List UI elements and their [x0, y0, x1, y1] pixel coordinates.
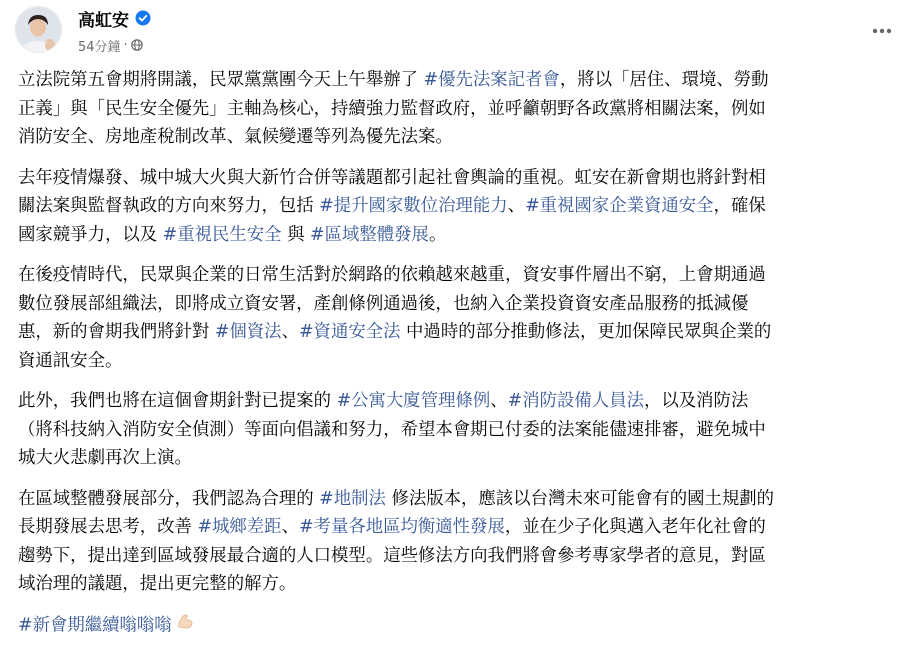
text: 、: [281, 322, 299, 342]
more-options-button[interactable]: [864, 10, 900, 46]
hashtag-link[interactable]: #消防設備人員法: [507, 391, 644, 411]
hashtag-link[interactable]: #重視國家企業資通安全: [525, 196, 714, 216]
more-dots-icon: [872, 19, 892, 38]
text: 、: [281, 517, 299, 537]
hashtag-link[interactable]: #優先法案記者會: [423, 70, 560, 90]
text: 在區域整體發展部分，我們認為合理的: [18, 488, 320, 509]
text: ，以及消防法 （將科技納入消防安全偵測）等面向倡議和努力，希望本會期已付委的法案能儘速排審，避免城中 城大火悲劇再次上演。: [18, 391, 766, 468]
hashtag-link[interactable]: #公寓大廈管理條例: [336, 391, 491, 411]
text: 中過時的部分推動修法，更加保障民眾與企業的 資通訊安全。: [18, 322, 772, 371]
post-paragraph-5: [18, 485, 898, 599]
verified-badge-icon: [135, 10, 151, 26]
text: 、: [507, 196, 526, 216]
post-paragraph-1: [18, 66, 898, 152]
author-photo: [16, 7, 61, 52]
hashtag-link[interactable]: #城鄉差距: [197, 517, 282, 537]
hashtag-link[interactable]: #個資法: [214, 322, 282, 342]
author-header: [78, 6, 151, 30]
text: 在後疫情時代，民眾與企業的日常生活對於網路的依賴越來越重，資安事件層出不窮，上會期通過 數位發展部組織法，即將成立資安署，產創條例通過後，也納入企業投資資安產品服務的抵減優 惠，新的會期我們將針對: [18, 265, 766, 342]
post-body: [18, 66, 898, 651]
text: ，確保 國家競爭力，以及: [18, 196, 766, 245]
text: 與: [281, 224, 311, 245]
hashtag-link[interactable]: #重視民生安全: [162, 224, 282, 245]
post-paragraph-6: [18, 611, 898, 640]
hashtag-link[interactable]: #新會期繼續嗡嗡嗡: [18, 614, 172, 635]
text: 此外，我們也將在這個會期針對已提案的: [18, 391, 337, 411]
text: ，並在少子化與邁入老年化社會的 趨勢下，提出達到區域發展最合適的人口模型。這些修法方向我們將會參考專家學者的意見，對區 域治理的議題，提出更完整的解方。: [18, 517, 766, 594]
hashtag-link[interactable]: #資通安全法: [298, 322, 401, 342]
hashtag-link[interactable]: #考量各地區均衡適性發展: [298, 517, 505, 537]
hashtag-link[interactable]: #提升國家數位治理能力: [319, 196, 508, 216]
post-paragraph-3: [18, 261, 898, 375]
text: 修法版本，應該以台灣未來可能會有的國土規劃的 長期發展去思考，改善: [18, 488, 775, 537]
text: 、: [490, 391, 508, 411]
flexed-biceps-icon: [176, 611, 194, 640]
text: 去年疫情爆發、城中城大火與大新竹合併等議題都引起社會輿論的重視。虹安在新會期也將針對相 關法案與監督執政的方向來努力，包括: [18, 167, 766, 216]
author-name[interactable]: 高虹安: [78, 10, 129, 31]
text: ，將以「居住、環境、勞動 正義」與「民生安全優先」主軸為核心，持續強力監督政府，並呼籲朝野各政黨將相關法案，例如 消防安全、房地產稅制改革、氣候變遷等列為優先法案。: [18, 70, 769, 147]
text: 。: [428, 224, 447, 245]
text: 立法院第五會期將開議，民眾黨黨團今天上午舉辦了: [18, 70, 424, 90]
post-timestamp[interactable]: 54分鐘: [78, 39, 121, 55]
hashtag-link[interactable]: #區域整體發展: [310, 224, 429, 245]
hashtag-link[interactable]: #地制法: [319, 488, 386, 509]
post-paragraph-4: [18, 387, 898, 473]
meta-separator: ·: [123, 37, 128, 53]
author-avatar[interactable]: [15, 6, 62, 53]
post-meta: [78, 36, 143, 54]
globe-icon[interactable]: [131, 39, 143, 51]
post-paragraph-2: [18, 164, 898, 250]
